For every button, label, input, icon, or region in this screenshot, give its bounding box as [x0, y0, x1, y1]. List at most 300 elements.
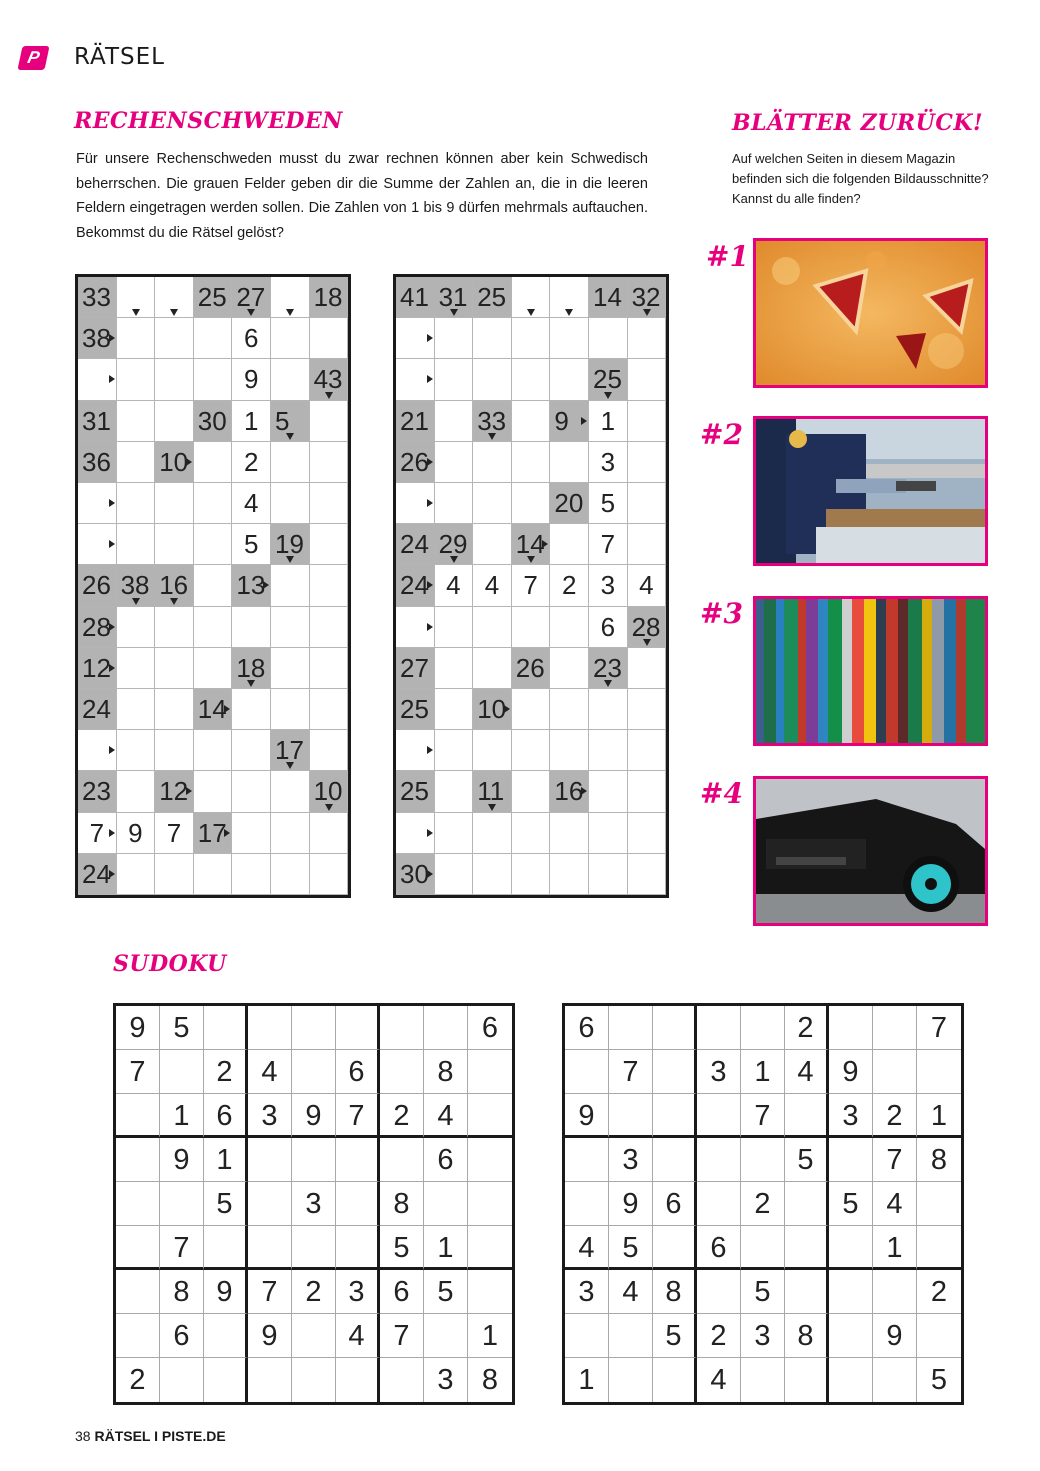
clue-cell: 32 [628, 277, 667, 318]
grid-cell[interactable] [473, 483, 512, 524]
sudoku-cell[interactable] [336, 1006, 380, 1050]
sudoku-cell[interactable] [468, 1182, 512, 1226]
sudoku-cell[interactable] [116, 1270, 160, 1314]
grid-cell[interactable] [473, 730, 512, 771]
sudoku-cell: 3 [565, 1270, 609, 1314]
grid-cell[interactable] [550, 318, 589, 359]
sudoku-cell: 7 [380, 1314, 424, 1358]
sudoku-cell[interactable] [697, 1094, 741, 1138]
sudoku-cell[interactable] [609, 1358, 653, 1402]
section-title: RÄTSEL [74, 44, 165, 70]
sudoku-cell[interactable] [653, 1094, 697, 1138]
sudoku-cell: 6 [424, 1138, 468, 1182]
grid-cell[interactable] [628, 813, 667, 854]
sudoku-cell[interactable] [204, 1358, 248, 1402]
sudoku-cell: 8 [424, 1050, 468, 1094]
sudoku-cell[interactable] [116, 1182, 160, 1226]
grid-cell[interactable] [194, 854, 233, 895]
clue-cell: 24 [396, 565, 435, 606]
sudoku-cell[interactable] [424, 1314, 468, 1358]
grid-cell[interactable] [310, 401, 349, 442]
grid-cell[interactable] [310, 854, 349, 895]
sudoku-cell: 4 [785, 1050, 829, 1094]
sudoku-cell[interactable] [380, 1006, 424, 1050]
grid-cell[interactable] [550, 813, 589, 854]
grid-cell[interactable] [550, 359, 589, 400]
grid-cell[interactable] [550, 607, 589, 648]
grid-cell[interactable] [473, 648, 512, 689]
sudoku-cell: 1 [565, 1358, 609, 1402]
sudoku-cell[interactable] [292, 1358, 336, 1402]
sudoku-cell[interactable] [829, 1314, 873, 1358]
grid-cell[interactable] [310, 318, 349, 359]
sudoku-grid-1 [113, 1003, 515, 1405]
grid-cell[interactable] [155, 689, 194, 730]
sudoku-cell: 9 [292, 1094, 336, 1138]
clue-cell: 25 [396, 771, 435, 812]
grid-cell[interactable] [194, 565, 233, 606]
sudoku-cell[interactable] [873, 1358, 917, 1402]
grid-cell[interactable] [473, 607, 512, 648]
clue-cell: 5 [271, 401, 310, 442]
clue-cell: 31 [435, 277, 474, 318]
sudoku-cell: 6 [468, 1006, 512, 1050]
sudoku-cell[interactable] [468, 1270, 512, 1314]
sudoku-cell[interactable] [829, 1138, 873, 1182]
sudoku-cell[interactable] [424, 1006, 468, 1050]
grid-cell[interactable] [194, 359, 233, 400]
sudoku-cell[interactable] [697, 1006, 741, 1050]
sudoku-cell[interactable] [697, 1270, 741, 1314]
grid-cell[interactable] [435, 648, 474, 689]
grid-cell: 3 [589, 565, 628, 606]
grid-cell: 2 [550, 565, 589, 606]
grid-cell: 4 [628, 565, 667, 606]
clue-cell: 27 [232, 277, 271, 318]
sudoku-cell[interactable] [424, 1182, 468, 1226]
clue-cell: 33 [78, 277, 117, 318]
worker-drill-image [753, 416, 988, 566]
sudoku-cell: 5 [829, 1182, 873, 1226]
sudoku-cell[interactable] [785, 1226, 829, 1270]
clue-cell: 38 [78, 318, 117, 359]
sudoku-cell: 3 [741, 1314, 785, 1358]
grid-cell[interactable] [155, 607, 194, 648]
grid-cell[interactable] [473, 442, 512, 483]
sudoku-cell[interactable] [565, 1138, 609, 1182]
colored-stripes-image [753, 596, 988, 746]
grid-cell[interactable] [117, 524, 156, 565]
grid-cell[interactable] [512, 442, 551, 483]
grid-cell[interactable] [435, 854, 474, 895]
clue-cell: 33 [473, 401, 512, 442]
grid-cell[interactable] [628, 524, 667, 565]
grid-cell[interactable] [310, 648, 349, 689]
grid-cell[interactable] [271, 318, 310, 359]
sudoku-cell: 9 [116, 1006, 160, 1050]
sudoku-cell[interactable] [785, 1358, 829, 1402]
grid-cell[interactable] [550, 442, 589, 483]
grid-cell: 6 [232, 318, 271, 359]
grid-cell[interactable] [628, 401, 667, 442]
grid-cell[interactable] [512, 813, 551, 854]
grid-cell[interactable] [512, 359, 551, 400]
grid-cell[interactable] [117, 442, 156, 483]
grid-cell: 7 [155, 813, 194, 854]
sudoku-cell[interactable] [565, 1314, 609, 1358]
grid-cell[interactable] [512, 607, 551, 648]
grid-cell[interactable] [589, 689, 628, 730]
clue-cell: 26 [512, 648, 551, 689]
sudoku-cell: 5 [917, 1358, 961, 1402]
sudoku-cell[interactable] [204, 1006, 248, 1050]
grid-cell[interactable] [628, 318, 667, 359]
sudoku-cell[interactable] [380, 1138, 424, 1182]
grid-cell[interactable] [628, 854, 667, 895]
sudoku-cell[interactable] [468, 1138, 512, 1182]
grid-cell[interactable] [473, 359, 512, 400]
sudoku-cell[interactable] [917, 1314, 961, 1358]
grid-cell[interactable] [473, 813, 512, 854]
clue-cell: 14 [589, 277, 628, 318]
sudoku-cell[interactable] [565, 1050, 609, 1094]
grid-cell[interactable] [117, 401, 156, 442]
grid-cell [550, 277, 589, 318]
sudoku-cell[interactable] [292, 1006, 336, 1050]
grid-cell[interactable] [117, 359, 156, 400]
grid-cell[interactable] [512, 401, 551, 442]
sudoku-cell: 1 [873, 1226, 917, 1270]
sudoku-cell: 2 [785, 1006, 829, 1050]
clue-cell: 24 [78, 854, 117, 895]
grid-cell[interactable] [271, 607, 310, 648]
clue-cell: 12 [78, 648, 117, 689]
grid-cell[interactable] [550, 648, 589, 689]
sudoku-cell[interactable] [917, 1226, 961, 1270]
sudoku-cell[interactable] [292, 1138, 336, 1182]
sudoku-cell[interactable] [873, 1270, 917, 1314]
grid-cell[interactable] [232, 689, 271, 730]
sudoku-cell[interactable] [160, 1050, 204, 1094]
sudoku-cell[interactable] [697, 1182, 741, 1226]
sudoku-cell: 2 [292, 1270, 336, 1314]
grid-cell[interactable] [512, 318, 551, 359]
grid-cell[interactable] [435, 689, 474, 730]
grid-cell[interactable] [232, 813, 271, 854]
grid-cell[interactable] [271, 648, 310, 689]
grid-cell[interactable] [435, 813, 474, 854]
sudoku-cell: 2 [116, 1358, 160, 1402]
grid-cell[interactable] [155, 730, 194, 771]
grid-cell[interactable] [310, 689, 349, 730]
grid-cell[interactable] [232, 607, 271, 648]
grid-cell[interactable] [628, 442, 667, 483]
sudoku-cell[interactable] [565, 1182, 609, 1226]
grid-cell[interactable] [550, 854, 589, 895]
grid-cell[interactable] [194, 607, 233, 648]
grid-cell[interactable] [589, 813, 628, 854]
grid-cell[interactable] [194, 442, 233, 483]
clue-cell: 12 [155, 771, 194, 812]
sudoku-cell[interactable] [741, 1138, 785, 1182]
clue-cell: 16 [550, 771, 589, 812]
sudoku-cell[interactable] [609, 1006, 653, 1050]
sudoku-cell: 8 [653, 1270, 697, 1314]
sudoku-cell[interactable] [609, 1094, 653, 1138]
sudoku-cell[interactable] [292, 1226, 336, 1270]
sudoku-cell[interactable] [468, 1094, 512, 1138]
sudoku-cell: 8 [380, 1182, 424, 1226]
sudoku-cell: 5 [424, 1270, 468, 1314]
grid-cell[interactable] [310, 607, 349, 648]
grid-cell[interactable] [310, 730, 349, 771]
grid-cell[interactable] [271, 689, 310, 730]
sudoku-cell[interactable] [160, 1358, 204, 1402]
clue-cell: 23 [589, 648, 628, 689]
grid-cell[interactable] [310, 442, 349, 483]
sudoku-cell[interactable] [380, 1050, 424, 1094]
sudoku-cell[interactable] [785, 1270, 829, 1314]
grid-cell: 4 [473, 565, 512, 606]
sudoku-cell[interactable] [785, 1182, 829, 1226]
grid-cell[interactable] [271, 359, 310, 400]
sudoku-cell[interactable] [609, 1314, 653, 1358]
grid-cell[interactable] [310, 483, 349, 524]
grid-cell[interactable] [512, 854, 551, 895]
grid-cell[interactable] [512, 771, 551, 812]
grid-cell[interactable] [155, 318, 194, 359]
sudoku-cell[interactable] [160, 1182, 204, 1226]
clue-cell: 10 [310, 771, 349, 812]
sudoku-cell: 9 [160, 1138, 204, 1182]
sudoku-cell: 1 [204, 1138, 248, 1182]
clue-cell: 14 [512, 524, 551, 565]
sudoku-cell: 9 [204, 1270, 248, 1314]
grid-cell[interactable] [628, 771, 667, 812]
grid-cell [396, 483, 435, 524]
grid-cell[interactable] [435, 442, 474, 483]
grid-cell[interactable] [435, 607, 474, 648]
grid-cell [78, 359, 117, 400]
sudoku-cell[interactable] [336, 1358, 380, 1402]
clue-cell: 26 [396, 442, 435, 483]
grid-cell[interactable] [271, 565, 310, 606]
grid-cell[interactable] [435, 483, 474, 524]
grid-cell[interactable] [155, 359, 194, 400]
sudoku-cell[interactable] [116, 1094, 160, 1138]
sudoku-cell[interactable] [204, 1314, 248, 1358]
sudoku-cell[interactable] [116, 1226, 160, 1270]
brand-logo: P [17, 46, 49, 70]
grid-cell[interactable] [117, 689, 156, 730]
blaettern-intro: Auf welchen Seiten in diesem Magazin befinden sich die folgenden Bildausschnitte? Kannst du alle finden? [732, 151, 989, 206]
grid-cell[interactable] [589, 771, 628, 812]
sudoku-cell: 3 [829, 1094, 873, 1138]
sudoku-cell[interactable] [248, 1006, 292, 1050]
grid-cell[interactable] [194, 730, 233, 771]
grid-cell[interactable] [628, 483, 667, 524]
grid-cell: 7 [78, 813, 117, 854]
sudoku-cell: 7 [248, 1270, 292, 1314]
sudoku-cell[interactable] [468, 1226, 512, 1270]
grid-cell [271, 277, 310, 318]
grid-cell[interactable] [117, 607, 156, 648]
grid-cell[interactable] [589, 730, 628, 771]
grid-cell [78, 483, 117, 524]
sudoku-cell[interactable] [653, 1006, 697, 1050]
sudoku-cell[interactable] [741, 1006, 785, 1050]
grid-cell[interactable] [628, 648, 667, 689]
sudoku-cell[interactable] [829, 1270, 873, 1314]
grid-cell[interactable] [155, 854, 194, 895]
sudoku-cell[interactable] [829, 1006, 873, 1050]
sudoku-cell: 1 [468, 1314, 512, 1358]
grid-cell[interactable] [232, 854, 271, 895]
grid-cell[interactable] [117, 854, 156, 895]
grid-cell: 2 [232, 442, 271, 483]
sudoku-cell[interactable] [653, 1358, 697, 1402]
sudoku-cell: 9 [609, 1182, 653, 1226]
grid-cell[interactable] [271, 854, 310, 895]
sudoku-cell: 3 [424, 1358, 468, 1402]
grid-cell[interactable] [155, 648, 194, 689]
grid-cell[interactable] [628, 359, 667, 400]
sudoku-cell[interactable] [292, 1314, 336, 1358]
sudoku-cell: 6 [565, 1006, 609, 1050]
photo-label-1: #1 [706, 240, 749, 273]
grid-cell[interactable] [473, 524, 512, 565]
grid-cell[interactable] [117, 648, 156, 689]
grid-cell[interactable] [194, 524, 233, 565]
blaettern-heading: BLÄTTER ZURÜCK! [732, 110, 984, 136]
sudoku-cell: 6 [160, 1314, 204, 1358]
sudoku-cell: 3 [697, 1050, 741, 1094]
grid-cell[interactable] [194, 318, 233, 359]
sudoku-cell[interactable] [653, 1226, 697, 1270]
sudoku-cell[interactable] [248, 1226, 292, 1270]
sudoku-cell[interactable] [741, 1358, 785, 1402]
grid-cell[interactable] [589, 318, 628, 359]
sudoku-cell[interactable] [116, 1314, 160, 1358]
sudoku-cell[interactable] [292, 1050, 336, 1094]
grid-cell[interactable] [271, 442, 310, 483]
grid-cell[interactable] [117, 730, 156, 771]
grid-cell[interactable] [512, 483, 551, 524]
grid-cell[interactable] [435, 730, 474, 771]
grid-cell[interactable] [271, 483, 310, 524]
grid-cell[interactable] [435, 771, 474, 812]
sudoku-cell: 1 [160, 1094, 204, 1138]
clue-cell: 30 [396, 854, 435, 895]
sudoku-cell[interactable] [785, 1094, 829, 1138]
sudoku-cell[interactable] [829, 1226, 873, 1270]
sudoku-cell[interactable] [204, 1226, 248, 1270]
sudoku-cell: 4 [873, 1182, 917, 1226]
sudoku-cell[interactable] [917, 1182, 961, 1226]
sudoku-cell: 9 [248, 1314, 292, 1358]
sudoku-cell[interactable] [697, 1138, 741, 1182]
grid-cell[interactable] [310, 524, 349, 565]
clue-cell: 20 [550, 483, 589, 524]
sudoku-cell: 6 [653, 1182, 697, 1226]
sudoku-cell[interactable] [873, 1050, 917, 1094]
grid-cell[interactable] [194, 648, 233, 689]
sudoku-cell[interactable] [336, 1226, 380, 1270]
clue-cell: 25 [473, 277, 512, 318]
sudoku-grid-2 [562, 1003, 964, 1405]
sudoku-cell[interactable] [653, 1138, 697, 1182]
grid-cell[interactable] [512, 730, 551, 771]
sudoku-cell: 5 [160, 1006, 204, 1050]
clue-cell: 21 [396, 401, 435, 442]
clue-cell: 27 [396, 648, 435, 689]
sudoku-cell[interactable] [873, 1006, 917, 1050]
sudoku-cell[interactable] [336, 1182, 380, 1226]
grid-cell[interactable] [271, 771, 310, 812]
grid-cell[interactable] [194, 483, 233, 524]
grid-cell[interactable] [117, 771, 156, 812]
grid-cell[interactable] [512, 689, 551, 730]
sudoku-cell[interactable] [116, 1138, 160, 1182]
grid-cell[interactable] [435, 318, 474, 359]
grid-cell[interactable] [628, 689, 667, 730]
clue-cell: 31 [78, 401, 117, 442]
grid-cell[interactable] [117, 318, 156, 359]
sudoku-cell: 6 [204, 1094, 248, 1138]
grid-cell[interactable] [473, 854, 512, 895]
grid-cell[interactable] [194, 771, 233, 812]
grid-cell[interactable] [155, 483, 194, 524]
sudoku-cell[interactable] [653, 1050, 697, 1094]
sudoku-cell[interactable] [248, 1182, 292, 1226]
sudoku-cell[interactable] [248, 1138, 292, 1182]
sudoku-cell[interactable] [468, 1050, 512, 1094]
grid-cell[interactable] [155, 524, 194, 565]
sudoku-cell[interactable] [248, 1358, 292, 1402]
photo-label-3: #3 [700, 597, 743, 630]
sudoku-cell[interactable] [917, 1050, 961, 1094]
grid-cell[interactable] [117, 483, 156, 524]
sudoku-cell[interactable] [380, 1358, 424, 1402]
grid-cell[interactable] [232, 730, 271, 771]
grid-cell[interactable] [589, 854, 628, 895]
grid-cell[interactable] [550, 689, 589, 730]
grid-cell[interactable] [550, 730, 589, 771]
sudoku-cell[interactable] [829, 1358, 873, 1402]
grid-cell[interactable] [473, 318, 512, 359]
clue-cell: 10 [473, 689, 512, 730]
grid-cell [396, 359, 435, 400]
sudoku-cell: 2 [917, 1270, 961, 1314]
sudoku-cell: 4 [336, 1314, 380, 1358]
sudoku-cell: 7 [160, 1226, 204, 1270]
grid-cell[interactable] [550, 524, 589, 565]
sudoku-cell[interactable] [336, 1138, 380, 1182]
grid-cell[interactable] [435, 359, 474, 400]
grid-cell[interactable] [232, 771, 271, 812]
grid-cell[interactable] [628, 730, 667, 771]
sudoku-cell: 4 [424, 1094, 468, 1138]
grid-cell[interactable] [310, 813, 349, 854]
page-number: 38 [75, 1428, 91, 1444]
grid-cell[interactable] [310, 565, 349, 606]
pastry-face-image [753, 238, 988, 388]
sudoku-cell: 2 [697, 1314, 741, 1358]
grid-cell[interactable] [271, 813, 310, 854]
sudoku-cell[interactable] [741, 1226, 785, 1270]
grid-cell[interactable] [435, 401, 474, 442]
grid-cell[interactable] [155, 401, 194, 442]
